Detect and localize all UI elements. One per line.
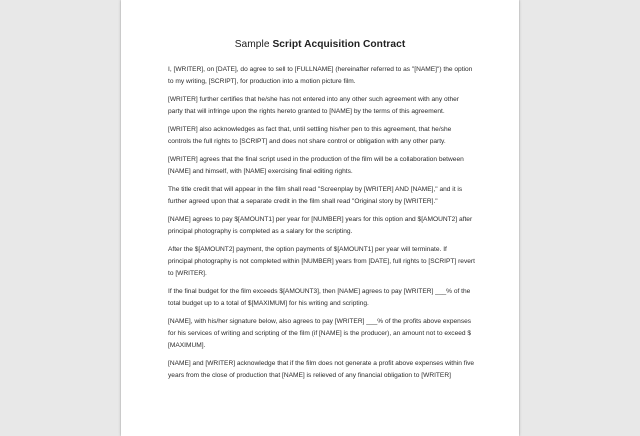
title-bold: Script Acquisition Contract	[272, 39, 406, 50]
paragraph-payment-termination: After the $[AMOUNT2] payment, the option payments of $[AMOUNT1] per year will terminate. If principal photography is not completed within [NUMBER] years from [DATE], full rights to [SCRIPT] revert to [WRITER].	[168, 246, 475, 277]
paragraph-profit-share: [NAME], with his/her signature below, also agrees to pay [WRITER] ___% of the profits above expenses for his services of writing and scripting of the film (if [NAME] is the producer), an amount not to exceed $ [MAXIMUM].	[168, 318, 472, 349]
document-title	[121, 39, 519, 50]
paragraph-collaboration: [WRITER] agrees that the final script used in the production of the film will be a collaboration between [NAME] and himself, with [NAME] exercising final editing rights.	[168, 156, 464, 175]
paragraph-financial-relief: [NAME] and [WRITER] acknowledge that if the film does not generate a profit above expenses within five years from the close of production that [NAME] is relieved of any financial obligation to [WRITER]	[168, 360, 475, 379]
title-prefix: Sample	[234, 39, 270, 50]
paragraph-full-rights: [WRITER] also acknowledges as fact that, until settling his/her pen to this agreement, that he/she controls the full rights to [SCRIPT] and does not share control or obligation with any other party.	[168, 126, 452, 145]
document-body	[168, 64, 480, 388]
document-page	[121, 0, 519, 436]
paragraph-option-payment: [NAME] agrees to pay $[AMOUNT1] per year for [NUMBER] years for this option and $[AMOUNT2] after principal photography is completed as a salary for the scripting.	[168, 216, 473, 235]
paragraph-budget-bonus: If the final budget for the film exceeds $[AMOUNT3], then [NAME] agrees to pay [WRITER] ___% of the total budget up to a total of $[MAXIMUM] for his writing and scripting.	[168, 288, 471, 307]
paragraph-no-other-agreement: [WRITER] further certifies that he/she has not entered into any other such agreement with any other party that will infringe upon the rights hereto granted to [NAME] by the terms of this agreement.	[168, 96, 460, 115]
paragraph-option-sale: I, [WRITER], on [DATE], do agree to sell to [FULLNAME] (hereinafter referred to as "[NAME]") the option to my writing, [SCRIPT], for production into a motion picture film.	[168, 66, 473, 85]
paragraph-title-credit: The title credit that will appear in the film shall read "Screenplay by [WRITER] AND [NAME]," and it is further agreed upon that a separate credit in the film shall read "Original story by [WRITER]."	[168, 186, 463, 205]
